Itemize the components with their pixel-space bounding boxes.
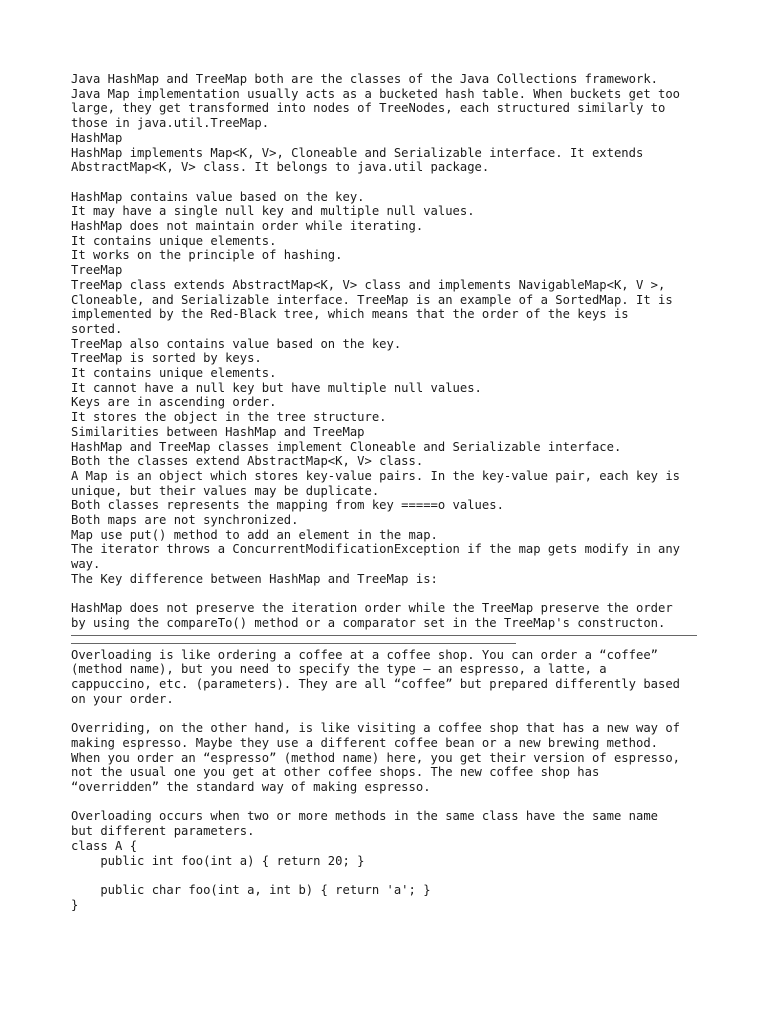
- text-line: unique, but their values may be duplicate.: [71, 483, 380, 498]
- text-line: Both classes represents the mapping from key =====o values.: [71, 498, 504, 513]
- horizontal-rule-group: [71, 635, 711, 644]
- text-line: It works on the principle of hashing.: [71, 248, 343, 263]
- text-line: TreeMap is sorted by keys.: [71, 351, 262, 366]
- overloading-analogy: [71, 648, 711, 707]
- text-line: by using the compareTo() method or a comparator set in the TreeMap's constructon.: [71, 615, 666, 630]
- text-line: public char foo(int a, int b) { return 'a'; }: [71, 882, 431, 897]
- text-line: public int foo(int a) { return 20; }: [71, 853, 365, 868]
- text-line: TreeMap: [71, 263, 123, 278]
- code-sample-end: [71, 883, 711, 912]
- overriding-analogy: [71, 721, 711, 795]
- text-line: Java HashMap and TreeMap both are the classes of the Java Collections framework.: [71, 72, 658, 86]
- paragraph-gap: [71, 868, 711, 883]
- text-line: It cannot have a null key but have multiple null values.: [71, 380, 482, 395]
- text-line: TreeMap class extends AbstractMap<K, V> class and implements NavigableMap<K, V >,: [71, 277, 666, 292]
- text-line: large, they get transformed into nodes of TreeNodes, each structured similarly to: [71, 101, 666, 116]
- text-line: “overridden” the standard way of making espresso.: [71, 780, 431, 794]
- text-line: way.: [71, 557, 101, 572]
- paragraph-gap: [71, 707, 711, 722]
- text-line: }: [71, 897, 79, 912]
- text-line: those in java.util.TreeMap.: [71, 116, 270, 131]
- paragraph-gap: [71, 587, 711, 602]
- paragraph-gap: [71, 795, 711, 810]
- hashmap-treemap-intro: [71, 72, 711, 175]
- text-line: Overloading is like ordering a coffee at a coffee shop. You can order a “coffee”: [71, 647, 658, 662]
- text-line: It contains unique elements.: [71, 233, 277, 248]
- text-line: Similarities between HashMap and TreeMap: [71, 424, 365, 439]
- text-line: Keys are in ascending order.: [71, 395, 277, 410]
- text-line: (method name), but you need to specify the type – an espresso, a latte, a: [71, 662, 607, 677]
- overloading-definition-code: [71, 809, 711, 868]
- hashmap-treemap-details: [71, 190, 711, 587]
- text-line: HashMap implements Map<K, V>, Cloneable and Serializable interface. It extends: [71, 145, 644, 160]
- text-line: on your order.: [71, 691, 174, 706]
- text-line: class A {: [71, 838, 138, 853]
- text-line: Java Map implementation usually acts as a bucketed hash table. When buckets get too: [71, 86, 681, 101]
- horizontal-rule: [71, 635, 697, 636]
- paragraph-gap: [71, 175, 711, 190]
- text-line: not the usual one you get at other coffee shops. The new coffee shop has: [71, 765, 600, 780]
- text-line: When you order an “espresso” (method name) here, you get their version of espresso,: [71, 750, 681, 765]
- text-line: The Key difference between HashMap and TreeMap is:: [71, 571, 438, 586]
- text-line: implemented by the Red-Black tree, which means that the order of the keys is: [71, 307, 629, 322]
- text-line: sorted.: [71, 321, 123, 336]
- text-line: Overloading occurs when two or more methods in the same class have the same name: [71, 809, 658, 824]
- text-line: The iterator throws a ConcurrentModificationException if the map gets modify in any: [71, 542, 681, 557]
- text-line: cappuccino, etc. (parameters). They are all “coffee” but prepared differently based: [71, 677, 681, 692]
- text-line: It contains unique elements.: [71, 366, 277, 381]
- key-difference-paragraph: [71, 601, 711, 630]
- text-line: TreeMap also contains value based on the key.: [71, 336, 402, 351]
- text-line: AbstractMap<K, V> class. It belongs to java.util package.: [71, 160, 490, 175]
- text-line: Map use put() method to add an element in the map.: [71, 527, 438, 542]
- text-line: HashMap contains value based on the key.: [71, 189, 365, 204]
- text-line: HashMap does not preserve the iteration order while the TreeMap preserve the order: [71, 601, 673, 616]
- horizontal-rule-short: [71, 643, 516, 644]
- text-line: HashMap does not maintain order while iterating.: [71, 219, 424, 234]
- text-line: HashMap: [71, 130, 123, 145]
- text-line: It stores the object in the tree structure.: [71, 410, 387, 425]
- text-line: but different parameters.: [71, 824, 255, 839]
- text-line: It may have a single null key and multiple null values.: [71, 204, 475, 219]
- text-line: HashMap and TreeMap classes implement Cloneable and Serializable interface.: [71, 439, 622, 454]
- text-line: Cloneable, and Serializable interface. TreeMap is an example of a SortedMap. It is: [71, 292, 673, 307]
- text-line: A Map is an object which stores key-value pairs. In the key-value pair, each key is: [71, 468, 681, 483]
- text-line: Both the classes extend AbstractMap<K, V> class.: [71, 454, 424, 469]
- text-line: Overriding, on the other hand, is like visiting a coffee shop that has a new way of: [71, 721, 681, 736]
- text-line: Both maps are not synchronized.: [71, 513, 299, 528]
- text-line: making espresso. Maybe they use a different coffee bean or a new brewing method.: [71, 735, 658, 750]
- document-page: [71, 72, 711, 912]
